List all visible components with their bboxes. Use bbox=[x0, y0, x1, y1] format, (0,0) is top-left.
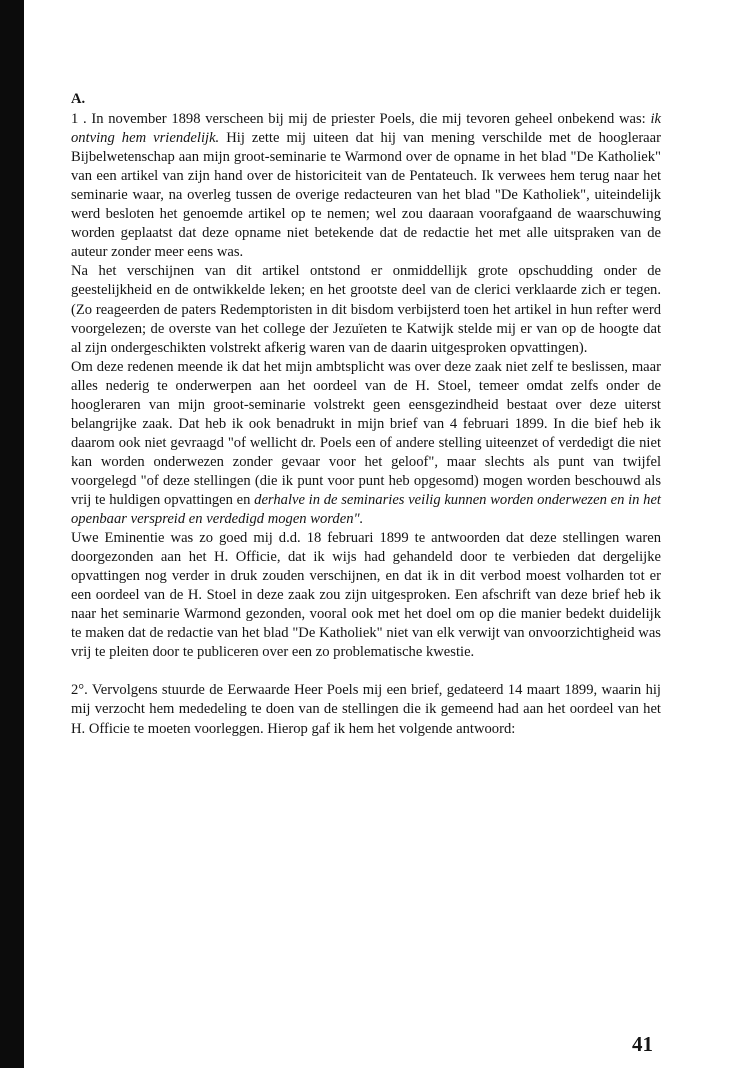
paragraph-1-italic: ik ontving hem vriendelijk. bbox=[71, 111, 661, 147]
paragraph-5-text: 2°. Vervolgens stuurde de Eerwaarde Heer Poels mij een brief, gedateerd 14 maart 1899, waarin hij mij verzocht hem mededeling te doen van de stellingen die ik gemeend had aan het oordeel van het H. Officie te moeten voorleggen. Hierop gaf ik hem het volgende antwoord: bbox=[71, 682, 661, 737]
scan-edge-bar bbox=[0, 0, 24, 1068]
paragraph-3-text: Om deze redenen meende ik dat het mijn ambtsplicht was over deze zaak niet zelf te beslissen, maar alles nederig te onderwerpen aan het oordeel van de H. Stoel, temeer omdat zelfs onder de hoogleraren van mijn groot-seminarie volstrekt geen eensgezindheid bestaat over deze uiterst belangrijke zaak. Dat heb ik ook benadrukt in mijn brief van 4 februari 1899. In die bief heb ik daarom ook niet gevraagd "of wellicht dr. Poels een of andere stelling uiteenzet of verdedigt die niet kan worden onderwezen zonder gevaar voor het geloof", maar slechts als punt van twijfel voorgelegd "of deze stellingen (die ik punt voor punt heb opgesomd) mogen worden beschouwd als vrij te huldigen opvattingen en bbox=[71, 358, 661, 508]
paragraph-5 bbox=[71, 681, 661, 738]
paragraph-3-italic: derhalve in de seminaries veilig kunnen worden onderwezen en in het openbaar verspreid en verdedigd mogen worden". bbox=[71, 491, 661, 528]
page-body bbox=[71, 90, 661, 739]
section-label: A. bbox=[71, 91, 86, 107]
paragraph-1-text-end: Hij zette mij uiteen dat hij van mening verschilde met de hoogleraar Bijbelwetenschap aan mijn groot-seminarie te Warmond over de opname in het blad "De Katholiek" van een artikel van zijn hand over de historiciteit van de Pentateuch. Ik verwees hem terug naar het seminarie waar, na overleg tussen de overige redacteuren van het blad "De Katholiek", uiteindelijk werd besloten het genoemde artikel op te nemen; wel zou daaraan voorafgaand de waarschuwing worden geplaatst dat deze opname niet betekende dat de redactie het met alle uitspraken van de auteur zonder meer eens was. bbox=[71, 130, 661, 261]
paragraph-2-text: Na het verschijnen van dit artikel ontstond er onmiddellijk grote opschudding onder de geestelijkheid en de ontwikkelde leken; en het grootste deel van de clerici verklaarde zich er tegen. (Zo reageerden de paters Redemptoristen in dit bisdom verbijsterd toen het artikel in hun refter werd voorgelezen; de overste van het college der Jezuïeten te Katwijk stelde mij er van op de hoogte dat al zijn ondergeschikten volstrekt afkerig waren van de daarin uitgesproken opvattingen). bbox=[71, 263, 661, 356]
paragraph-4-text: Uwe Eminentie was zo goed mij d.d. 18 februari 1899 te antwoorden dat deze stellingen waren doorgezonden aan het H. Officie, dat ik wijs had gehandeld door te verbieden dat dergelijke opvattingen nog verder in druk zouden verschijnen, en dat ik in dit verbod moest volharden tot er een oordeel van de H. Stoel in deze zaak zou zijn uitgesproken. Een afschrift van deze brief heb ik naar het seminarie Warmond gezonden, vooral ook met het doel om op die manier bedekt duidelijk te maken dat de redactie van het blad "De Katholiek" niet van elk verwijt van onvoorzichtigheid was vrij te pleiten door te publiceren over een zo problematische kwestie. bbox=[71, 530, 661, 661]
paragraph-1 bbox=[71, 110, 661, 262]
paragraph-3 bbox=[71, 358, 661, 529]
paragraph-4 bbox=[71, 529, 661, 662]
paragraph-2 bbox=[71, 262, 661, 357]
page-number: 41 bbox=[632, 1032, 653, 1056]
paragraph-1-text: 1 . In november 1898 verscheen bij mij de priester Poels, die mij tevoren geheel onbekend was: bbox=[71, 111, 651, 128]
